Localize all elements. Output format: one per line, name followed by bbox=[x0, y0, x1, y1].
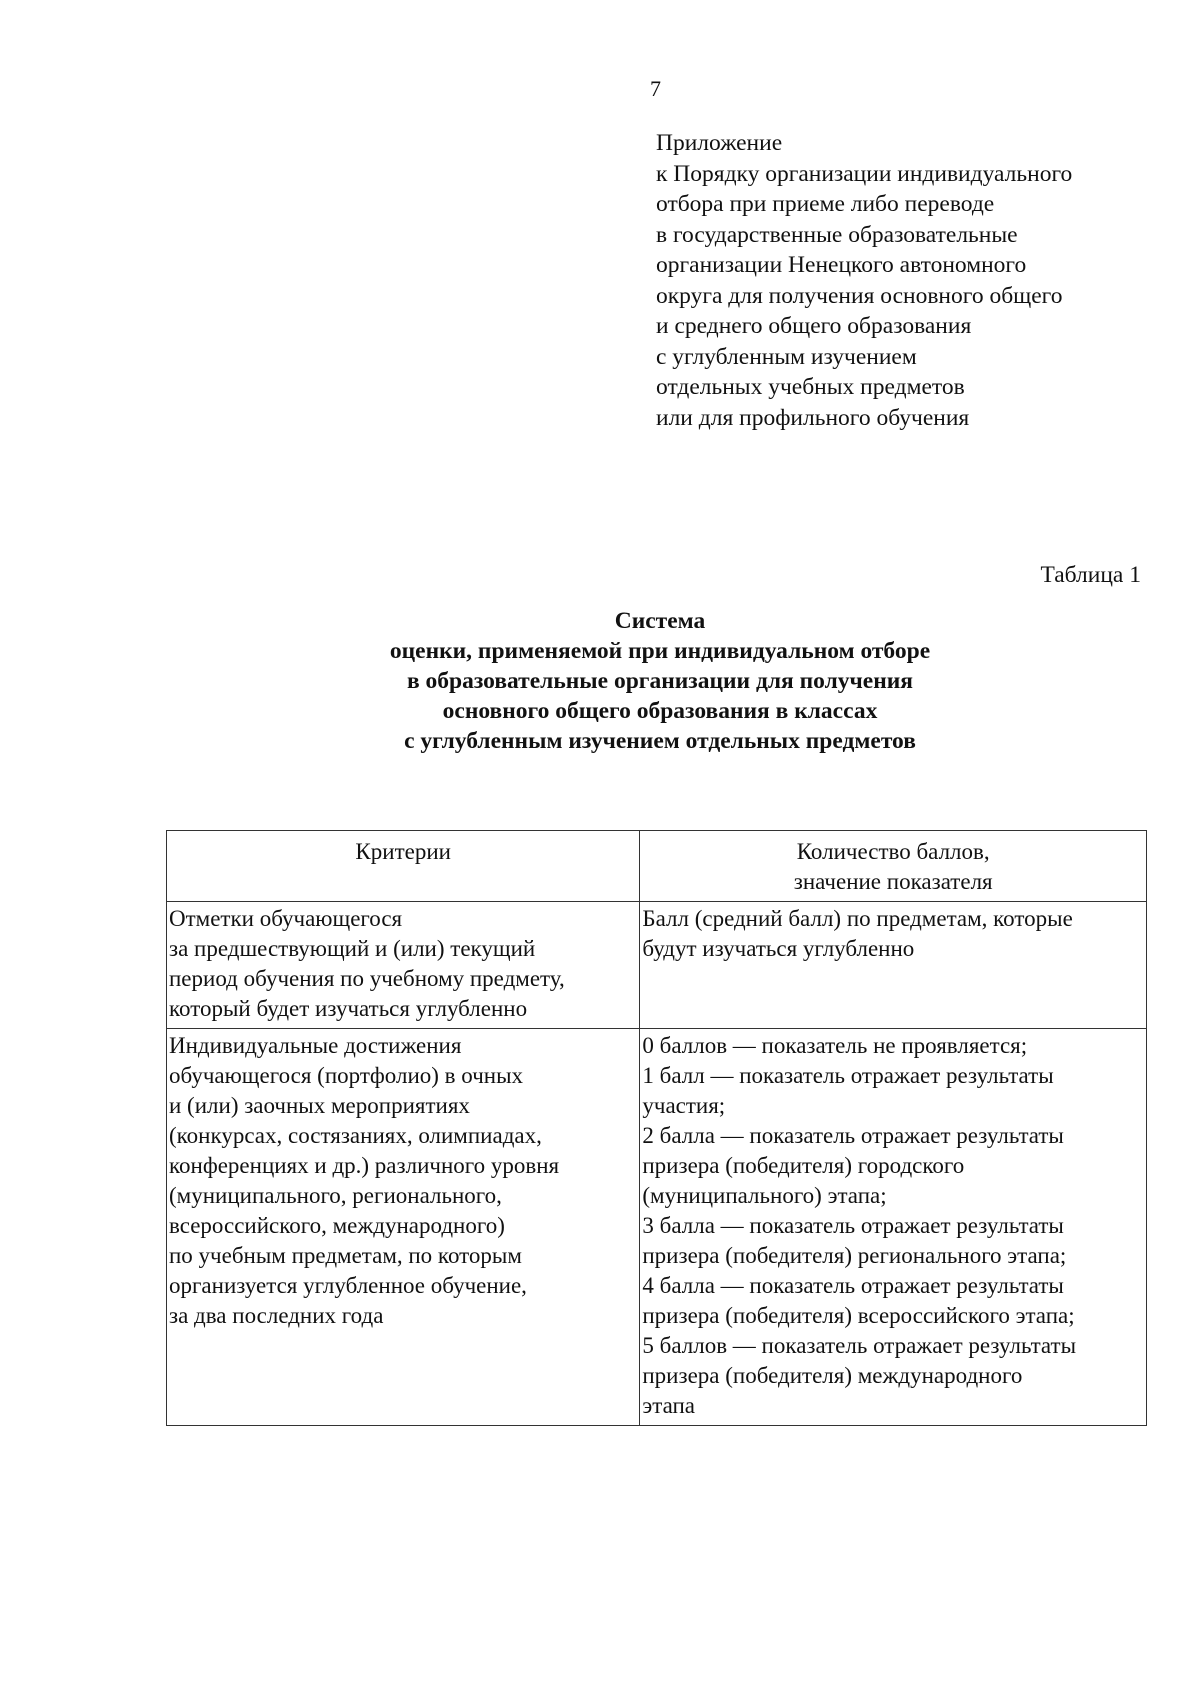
cell-line: Балл (средний балл) по предметам, которые bbox=[642, 906, 1073, 931]
cell-line: 1 балл — показатель отражает результаты bbox=[642, 1063, 1054, 1088]
cell-line: 5 баллов — показатель отражает результаты bbox=[642, 1333, 1077, 1358]
cell-line: участия; bbox=[642, 1093, 726, 1118]
appendix-line: округа для получения основного общего bbox=[656, 282, 1063, 309]
cell-line: всероссийского, международного) bbox=[169, 1213, 505, 1238]
cell-line: конференциях и др.) различного уровня bbox=[169, 1153, 560, 1178]
cell-line: 4 балла — показатель отражает результаты bbox=[642, 1273, 1064, 1298]
points-cell bbox=[640, 902, 1147, 1029]
cell-line: призера (победителя) международного bbox=[642, 1363, 1023, 1388]
cell-line: этапа bbox=[642, 1393, 696, 1418]
cell-line: 3 балла — показатель отражает результаты bbox=[642, 1213, 1064, 1238]
criteria-cell bbox=[167, 902, 640, 1029]
title-line: Система bbox=[614, 608, 706, 634]
header-points bbox=[640, 831, 1147, 902]
cell-line: призера (победителя) городского bbox=[642, 1153, 965, 1178]
cell-line: и (или) заочных мероприятиях bbox=[169, 1093, 470, 1118]
cell-line: за два последних года bbox=[169, 1303, 384, 1328]
header-criteria bbox=[167, 831, 640, 902]
cell-line: 0 баллов — показатель не проявляется; bbox=[642, 1033, 1028, 1058]
criteria-cell bbox=[167, 1029, 640, 1426]
cell-line: 2 балла — показатель отражает результаты bbox=[642, 1123, 1064, 1148]
table-row bbox=[167, 902, 1147, 1029]
appendix-note bbox=[656, 128, 1176, 433]
appendix-line: и среднего общего образования bbox=[656, 313, 972, 339]
title-line: в образовательные организации для получения bbox=[406, 668, 914, 694]
document-title bbox=[160, 606, 1160, 756]
cell-line: призера (победителя) всероссийского этапа; bbox=[642, 1303, 1075, 1328]
table-row bbox=[167, 1029, 1147, 1426]
appendix-line: или для профильного обучения bbox=[656, 404, 970, 431]
appendix-line: Приложение bbox=[656, 130, 783, 156]
table-header-row bbox=[167, 831, 1147, 902]
cell-line: по учебным предметам, по которым bbox=[169, 1243, 522, 1268]
appendix-line: организации Ненецкого автономного bbox=[656, 252, 1027, 278]
title-line: с углубленным изучением отдельных предметов bbox=[404, 728, 916, 754]
appendix-line: отбора при приеме либо переводе bbox=[656, 191, 995, 217]
cell-line: будут изучаться углубленно bbox=[642, 936, 915, 961]
criteria-table bbox=[166, 830, 1147, 1426]
title-line: оценки, применяемой при индивидуальном отборе bbox=[389, 638, 931, 664]
cell-line: организуется углубленное обучение, bbox=[169, 1273, 527, 1298]
cell-line: (муниципального, регионального, bbox=[169, 1183, 502, 1208]
cell-line: (муниципального) этапа; bbox=[642, 1183, 887, 1208]
appendix-line: в государственные образовательные bbox=[656, 221, 1018, 248]
appendix-line: с углубленным изучением bbox=[656, 343, 917, 370]
header-criteria-label: Критерии bbox=[355, 839, 451, 864]
cell-line: период обучения по учебному предмету, bbox=[169, 966, 565, 991]
appendix-line: к Порядку организации индивидуального bbox=[656, 160, 1073, 187]
title-line: основного общего образования в классах bbox=[442, 698, 878, 724]
cell-line: Индивидуальные достижения bbox=[169, 1033, 462, 1058]
page-number: 7 bbox=[650, 76, 661, 101]
header-points-line: значение показателя bbox=[793, 869, 993, 894]
points-cell bbox=[640, 1029, 1147, 1426]
cell-line: который будет изучаться углубленно bbox=[169, 996, 528, 1021]
cell-line: Отметки обучающегося bbox=[169, 906, 403, 931]
cell-line: призера (победителя) регионального этапа; bbox=[642, 1243, 1067, 1268]
appendix-line: отдельных учебных предметов bbox=[656, 374, 965, 400]
cell-line: за предшествующий и (или) текущий bbox=[169, 936, 536, 961]
header-points-line: Количество баллов, bbox=[796, 839, 990, 864]
table-label: Таблица 1 bbox=[1040, 562, 1141, 588]
cell-line: (конкурсах, состязаниях, олимпиадах, bbox=[169, 1123, 542, 1148]
cell-line: обучающегося (портфолио) в очных bbox=[169, 1063, 524, 1088]
